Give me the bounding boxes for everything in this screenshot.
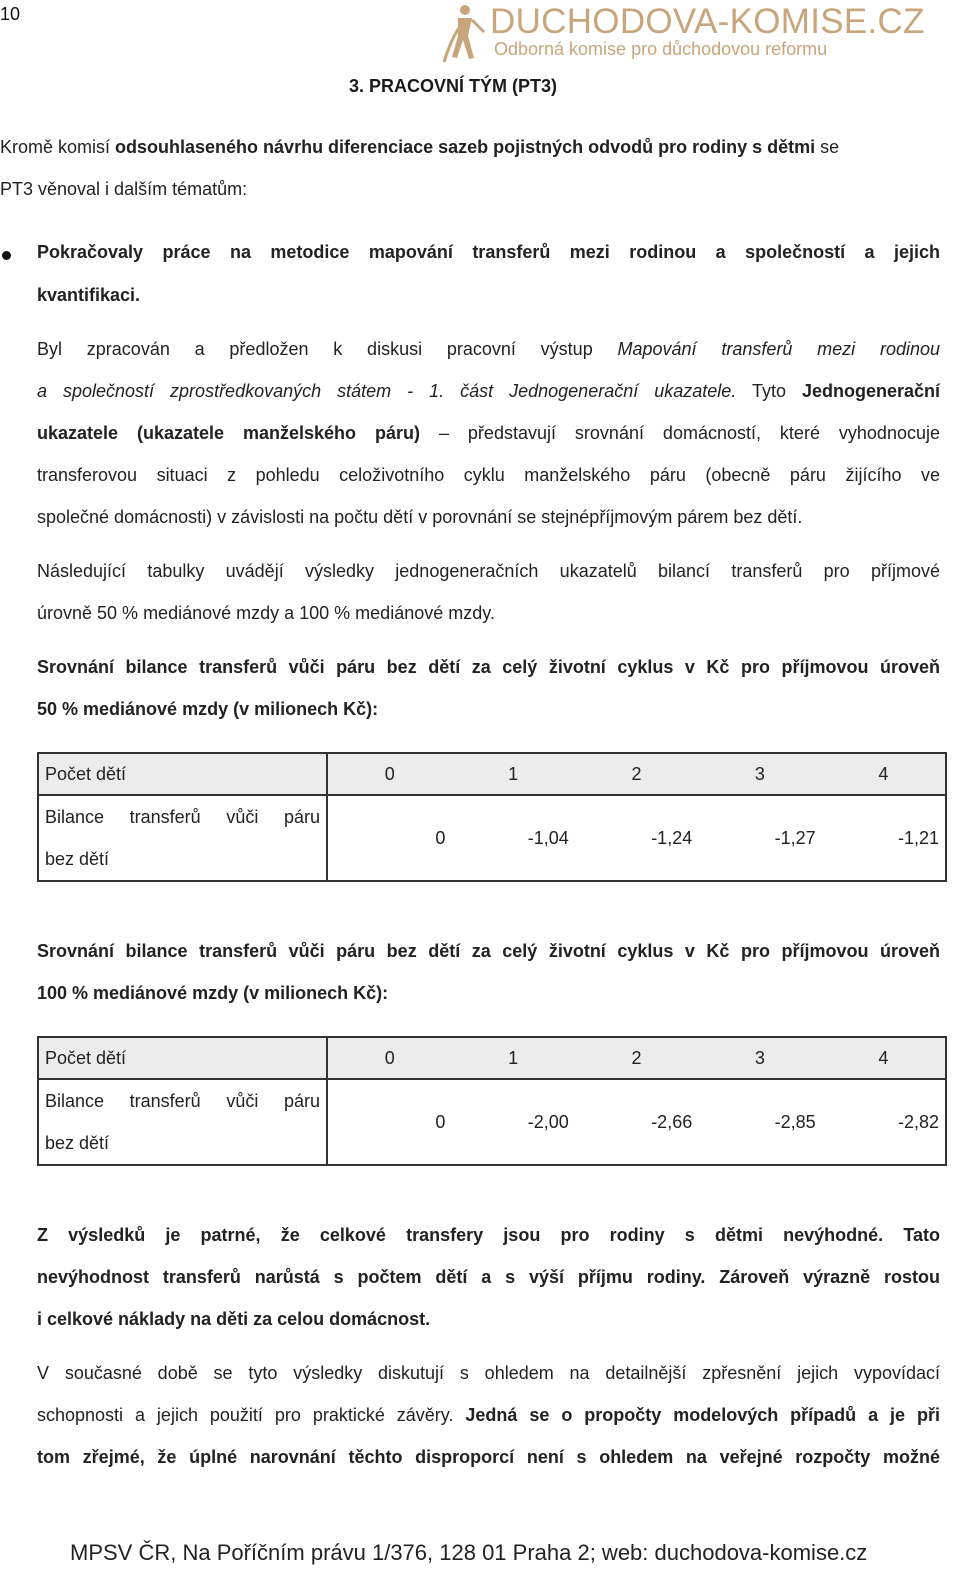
para3-bold: Jedná se o propočty modelových případů a je při: [465, 1405, 940, 1425]
table-row-label: [38, 795, 327, 881]
para1-bold-2: ukazatele (ukazatele manželského páru): [37, 423, 420, 443]
label-word: páru: [283, 807, 320, 827]
para1-text-3: – představují srovnání domácností, které vyhodnocuje: [420, 423, 940, 443]
para1-text-2: Tyto: [736, 381, 802, 401]
table-cell: 0: [435, 1111, 446, 1132]
logo-subtitle: Odborná komise pro důchodovou reformu: [494, 39, 828, 59]
table-cell: -1,24: [651, 827, 693, 848]
bullet-text-2: kvantifikaci.: [37, 285, 141, 305]
conclusion-text-3: i celkové náklady na děti za celou domácnost.: [37, 1309, 431, 1329]
table-2: [37, 1036, 947, 1166]
header-cell: 0: [384, 763, 395, 784]
conclusion-line-1: [37, 1225, 940, 1246]
intro-text-end: se: [815, 137, 840, 157]
para1-italic: Mapování transferů mezi rodinou: [617, 339, 940, 359]
header-cell: 4: [878, 763, 889, 784]
table-row-values: [327, 1079, 946, 1165]
table-cell: -1,27: [774, 827, 816, 848]
para1-bold: Jednogenerační: [801, 381, 940, 401]
header-cell: 0: [384, 1047, 395, 1068]
para3-line-3: [37, 1447, 940, 1468]
figure-logo-icon: [438, 2, 490, 64]
conclusion-line-3: [37, 1309, 430, 1330]
conclusion-text-2: nevýhodnost transferů narůstá s počtem dětí a s výší příjmu rodiny. Zároveň výrazně rostou: [37, 1267, 940, 1287]
conclusion-text-1: Z výsledků je patrné, že celkové transfery jsou pro rodiny s dětmi nevýhodné. Tato: [37, 1225, 940, 1245]
header-cell: 4: [878, 1047, 889, 1068]
table2-heading-1: [37, 941, 940, 962]
page-footer: MPSV ČR, Na Poříčním právu 1/376, 128 01 Praha 2; web: duchodova-komise.cz: [70, 1540, 868, 1565]
header-cell: 1: [508, 763, 519, 784]
para1-line-2: [37, 381, 940, 402]
table-header-values: [327, 753, 946, 795]
para2-line-1: Následující tabulky uvádějí výsledky jednogeneračních ukazatelů bilancí transferů pro příjmové: [37, 561, 940, 581]
bullet-text-1: Pokračovaly práce na metodice mapování transferů mezi rodinou a společností a jejich: [37, 242, 940, 262]
section-title: 3. PRACOVNÍ TÝM (PT3): [349, 76, 558, 96]
table-cell: -2,82: [898, 1111, 940, 1132]
label-word: transferů: [129, 1091, 201, 1111]
page-number: 10: [0, 4, 21, 24]
header-cell: 3: [754, 763, 765, 784]
table-row-values: [327, 795, 946, 881]
bullet-icon: [2, 251, 11, 260]
para2-line-2: úrovně 50 % mediánové mzdy a 100 % mediánové mzdy.: [37, 603, 495, 623]
intro-line-1: [0, 137, 839, 158]
para3-line-2: [37, 1405, 940, 1426]
header-cell: 1: [508, 1047, 519, 1068]
table2-heading-2: [37, 983, 388, 1004]
para1-italic-2: a společností zprostředkovaných státem - 1. část Jednogenerační ukazatele.: [37, 381, 737, 401]
para1-line-1: [37, 339, 940, 360]
label-word: transferů: [129, 807, 201, 827]
table-header-label: Počet dětí: [38, 753, 327, 795]
table2-heading-text-2: 100 % mediánové mzdy (v milionech Kč):: [37, 983, 389, 1003]
table-header-values: [327, 1037, 946, 1079]
bullet-line-1: [37, 242, 940, 263]
logo-title: DUCHODOVA-KOMISE.CZ: [490, 2, 925, 41]
para1-text: Byl zpracován a předložen k diskusi pracovní výstup: [37, 339, 618, 359]
table-1: [37, 752, 947, 882]
table-cell: -1,21: [898, 827, 940, 848]
label-word: Bilance: [45, 1091, 105, 1111]
para3-text: schopnosti a jejich použití pro praktické závěry.: [37, 1405, 466, 1425]
table-data-row: [38, 1079, 946, 1165]
intro-bold: odsouhlaseného návrhu diferenciace sazeb pojistných odvodů pro rodiny s dětmi: [115, 137, 816, 157]
para1-line-3: [37, 423, 940, 444]
header-cell: 2: [631, 763, 642, 784]
bullet-line-2: [37, 285, 140, 306]
table-data-row: [38, 795, 946, 881]
para3-bold-2: tom zřejmé, že úplné narovnání těchto disproporcí není s ohledem na veřejné rozpočty možné: [37, 1447, 940, 1467]
table1-heading-text-1: Srovnání bilance transferů vůči páru bez dětí za celý životní cyklus v Kč pro příjmovou úroveň: [37, 657, 940, 677]
header-logo: [438, 2, 960, 64]
table-cell: -2,66: [651, 1111, 693, 1132]
table-cell: -2,85: [774, 1111, 816, 1132]
table2-heading-text-1: Srovnání bilance transferů vůči páru bez dětí za celý životní cyklus v Kč pro příjmovou úroveň: [37, 941, 940, 961]
label-word: vůči: [226, 1091, 259, 1111]
para1-line-4: transferovou situaci z pohledu celoživotního cyklu manželského páru (obecně páru žijícího ve: [37, 465, 940, 485]
table1-heading-2: [37, 699, 378, 720]
label-line-2: bez dětí: [45, 1133, 110, 1153]
table-cell: 0: [435, 827, 446, 848]
table1-heading-1: [37, 657, 940, 678]
header-cell: 3: [754, 1047, 765, 1068]
table-header-label: Počet dětí: [38, 1037, 327, 1079]
para3-line-1: V současné době se tyto výsledky diskutují s ohledem na detailnější zpřesnění jejich vypovídací: [37, 1363, 940, 1383]
table-cell: -2,00: [527, 1111, 569, 1132]
table-header-row: [38, 1037, 946, 1079]
para1-line-5: společné domácnosti) v závislosti na počtu dětí v porovnání se stejnépříjmovým párem bez dětí.: [37, 507, 803, 527]
label-line-2: bez dětí: [45, 849, 110, 869]
label-word: páru: [283, 1091, 320, 1111]
table-header-row: [38, 753, 946, 795]
intro-text: Kromě komisí: [0, 137, 116, 157]
intro-line-2: PT3 věnoval i dalším tématům:: [0, 179, 248, 199]
table1-heading-text-2: 50 % mediánové mzdy (v milionech Kč):: [37, 699, 379, 719]
table-cell: -1,04: [527, 827, 569, 848]
label-word: Bilance: [45, 807, 105, 827]
header-cell: 2: [631, 1047, 642, 1068]
conclusion-line-2: [37, 1267, 940, 1288]
label-word: vůči: [226, 807, 259, 827]
table-row-label: [38, 1079, 327, 1165]
